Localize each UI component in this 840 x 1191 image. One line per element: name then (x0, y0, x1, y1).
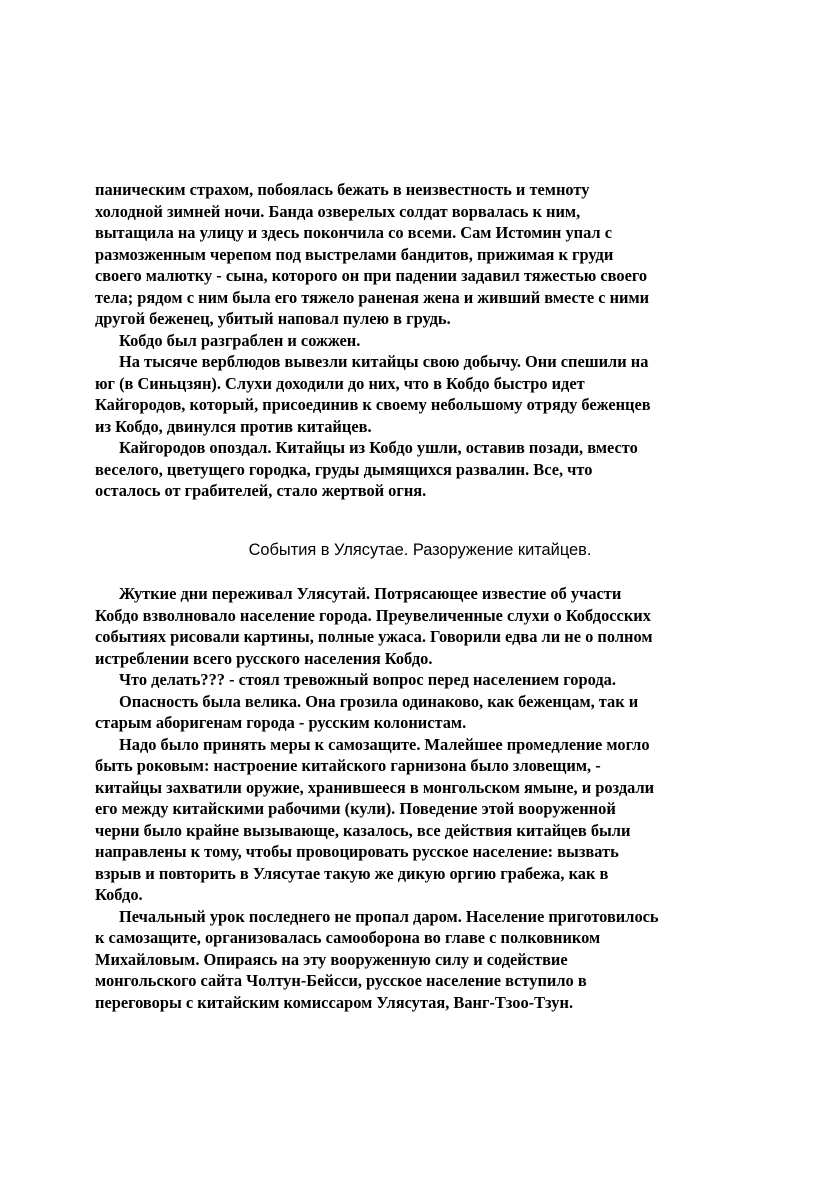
text-block-kobdo (95, 179, 735, 502)
text-line: Кайгородов опоздал. Китайцы из Кобдо ушли, оставив позади, вместо (119, 438, 638, 457)
text-line: Опасность была велика. Она грозила одинаково, как беженцам, так и (119, 691, 639, 711)
text-line: веселого, цветущего городка, груды дымящихся развалин. Все, что (95, 459, 593, 479)
text-line: монгольского сайта Чолтун-Бейсси, русское население вступило в (95, 971, 587, 990)
text-line: тела; рядом с ним была его тяжело раненая жена и живший вместе с ними (95, 287, 650, 307)
text-line: паническим страхом, побоялась бежать в неизвестность и темноту (95, 180, 590, 199)
text-line: Кобдо был разграблен и сожжен. (119, 330, 361, 350)
text-line: Кобдо взволновало население города. Преувеличенные слухи о Кобдосских (95, 605, 651, 625)
text-line: Что делать??? - стоял тревожный вопрос перед населением города. (119, 670, 616, 689)
text-block-ulyasutai (95, 583, 735, 1013)
text-line: вытащила на улицу и здесь покончила со всеми. Сам Истомин упал с (95, 223, 612, 242)
text-line: Жуткие дни переживал Улясутай. Потрясающее известие об участи (119, 584, 622, 603)
text-line: другой беженец, убитый наповал пулею в грудь. (95, 309, 451, 328)
text-line: направлены к тому, чтобы провоцировать русское население: вызвать (95, 842, 619, 861)
text-line: из Кобдо, двинулся против китайцев. (95, 416, 372, 436)
text-line: старым аборигенам города - русским колонистам. (95, 713, 467, 732)
text-line: переговоры с китайским комиссаром Улясутая, Ванг-Тзоо-Тзун. (95, 992, 574, 1012)
text-line: На тысяче верблюдов вывезли китайцы свою добычу. Они спешили на (119, 352, 649, 371)
text-line: осталось от грабителей, стало жертвой огня. (95, 481, 427, 500)
text-line: к самозащите, организовалась самооборона во главе с полковником (95, 928, 601, 947)
text-line: черни было крайне вызывающе, казалось, все действия китайцев были (95, 820, 631, 840)
text-line: событиях рисовали картины, полные ужаса. Говорили едва ли не о полном (95, 627, 653, 646)
text-line: своего малютку - сына, которого он при падении задавил тяжестью своего (95, 266, 648, 285)
text-line: его между китайскими рабочими (кули). Поведение этой вооруженной (95, 799, 616, 818)
section-heading: События в Улясутае. Разоружение китайцев. (248, 541, 592, 559)
text-line: Кайгородов, который, присоединив к своему небольшому отряду беженцев (95, 395, 651, 414)
text-line: истреблении всего русского населения Кобдо. (95, 648, 433, 668)
text-line: взрыв и повторить в Улясутае такую же дикую оргию грабежа, как в (95, 863, 609, 883)
text-line: юг (в Синьцзян). Слухи доходили до них, что в Кобдо быстро идет (95, 373, 585, 393)
text-line: Кобдо. (95, 885, 143, 904)
text-line: холодной зимней ночи. Банда озверелых солдат ворвалась к ним, (95, 201, 581, 221)
text-line: китайцы захватили оружие, хранившееся в монгольском ямыне, и роздали (95, 777, 655, 797)
text-line: быть роковым: настроение китайского гарнизона было зловещим, - (95, 756, 601, 775)
text-line: Надо было принять меры к самозащите. Малейшее промедление могло (119, 734, 650, 754)
text-line: размозженным черепом под выстрелами бандитов, прижимая к груди (95, 244, 614, 264)
text-line: Михайловым. Опираясь на эту вооруженную силу и содействие (95, 949, 568, 969)
text-line: Печальный урок последнего не пропал даром. Население приготовилось (119, 906, 659, 926)
